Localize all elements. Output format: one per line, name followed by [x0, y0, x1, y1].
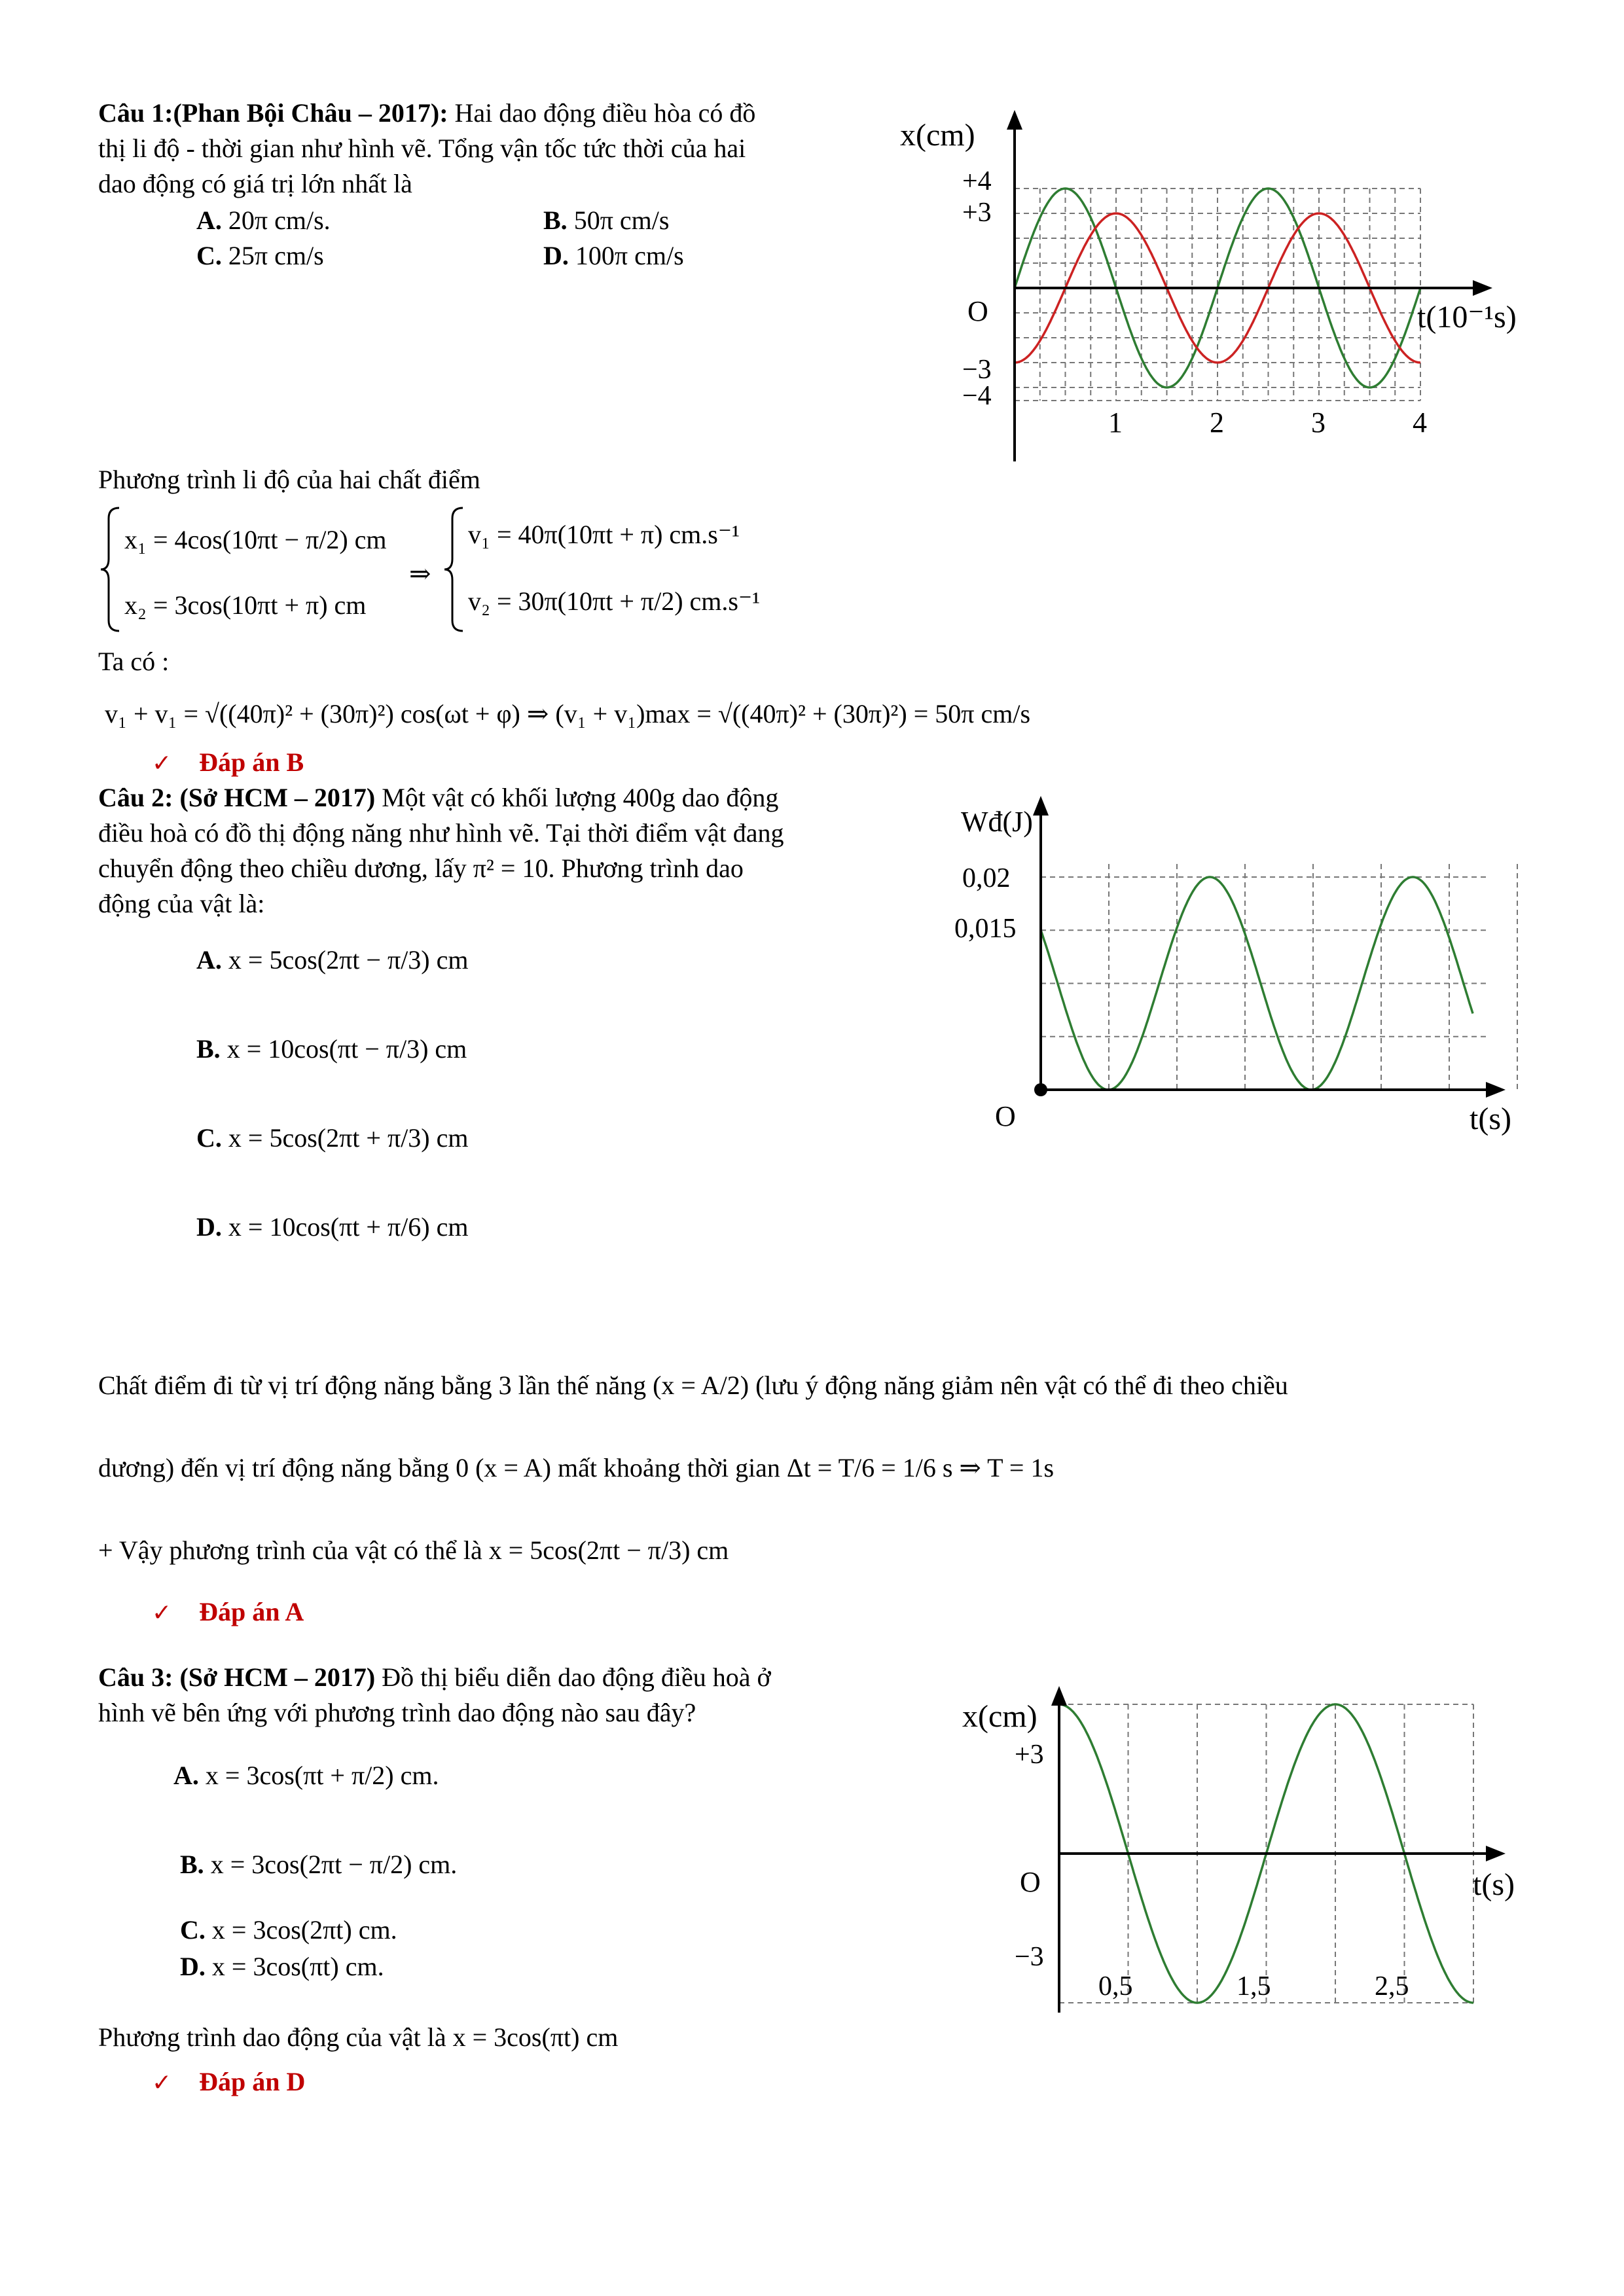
q3-label: Câu 3: [98, 1662, 173, 1692]
q2-source: (Sở HCM – 2017) [179, 783, 376, 812]
check-icon: ✓ [152, 750, 172, 777]
q1-chart-xtick: 3 [1311, 406, 1326, 439]
q1-chart-xtick: 4 [1413, 406, 1427, 439]
q3-line1: Đồ thị biểu diễn dao động điều hoà ở [382, 1662, 771, 1692]
q2-chart-ytick: 0,015 [954, 914, 1017, 944]
q2-chart-origin: O [995, 1100, 1016, 1132]
q1-answer [152, 745, 304, 781]
q2-line3: chuyển động theo chiều dương, lấy π² = 10. Phương trình dao [98, 853, 744, 883]
q3-chart-ylabel: x(cm) [962, 1699, 1038, 1734]
implies-arrow: ⇒ [409, 559, 431, 588]
q3-chart-xtick: 2,5 [1375, 1971, 1409, 2001]
q1-chart-origin: O [967, 295, 988, 327]
q3-option-d: D. x = 3cos(πt) cm. [180, 1952, 384, 1981]
q1-equation-system [98, 504, 818, 635]
q2-line4: động của vật là: [98, 889, 265, 918]
q1-option-b: B. 50π cm/s [543, 206, 670, 235]
q2-line1: Một vật có khối lượng 400g dao động [382, 783, 779, 812]
q2-answer [152, 1594, 304, 1631]
q3-sol: Phương trình dao động của vật là x = 3cos(πt) cm [98, 2022, 619, 2052]
q1-chart [890, 105, 1551, 471]
q2-heading [98, 780, 778, 816]
q1-line2: thị li độ - thời gian như hình vẽ. Tổng vận tốc tức thời của hai [98, 134, 746, 163]
q2-line2: điều hoà có đồ thị động năng như hình vẽ. Tại thời điểm vật đang [98, 818, 784, 848]
q1-line3: dao động có giá trị lớn nhất là [98, 169, 412, 198]
q3-heading [98, 1660, 771, 1695]
q1-option-d: D. 100π cm/s [543, 241, 684, 270]
q3-chart-xlabel: t(s) [1473, 1867, 1515, 1902]
q1-chart-ylabel: x(cm) [900, 118, 975, 152]
q2-chart-grid [1041, 864, 1517, 1090]
q2-answer-text: Đáp án A [199, 1597, 304, 1626]
eq-x2: x₂ = 3cos(10πt + π) cm [124, 590, 367, 620]
q1-label: Câu 1: [98, 98, 173, 128]
eq-v2: v₂ = 30π(10πt + π/2) cm.s⁻¹ [468, 586, 761, 616]
q2-label: Câu 2: [98, 783, 173, 812]
q1-sol-intro: Phương trình li độ của hai chất điểm [98, 465, 480, 494]
left-brace [442, 504, 468, 635]
check-icon: ✓ [152, 1600, 172, 1626]
q3-option-a: A. x = 3cos(πt + π/2) cm. [173, 1761, 439, 1790]
q1-chart-grid [1015, 188, 1420, 401]
q3-line2: hình vẽ bên ứng với phương trình dao động nào sau đây? [98, 1698, 696, 1727]
q1-chart-ytick: −3 [962, 355, 992, 385]
q1-chart-xtick: 1 [1108, 406, 1123, 439]
q3-answer-text: Đáp án D [199, 2067, 306, 2096]
q1-chart-xlabel: t(10⁻¹s) [1417, 300, 1517, 334]
q1-option-a: A. 20π cm/s. [196, 206, 331, 235]
q3-chart-xtick: 0,5 [1098, 1971, 1133, 2001]
q2-chart-xlabel: t(s) [1470, 1102, 1511, 1136]
q1-chart-ytick: +3 [962, 198, 992, 228]
q3-answer [152, 2064, 305, 2101]
q3-chart-origin: O [1020, 1866, 1041, 1898]
q1-source: (Phan Bội Châu – 2017): [173, 98, 448, 128]
q1-heading [98, 96, 755, 131]
q2-option-b: B. x = 10cos(πt − π/3) cm [196, 1034, 467, 1064]
q3-chart [943, 1676, 1545, 2022]
q1-chart-ytick: −4 [962, 381, 992, 411]
q2-option-a: A. x = 5cos(2πt − π/3) cm [196, 945, 469, 975]
q3-chart-xtick: 1,5 [1236, 1971, 1271, 2001]
eq-x1: x₁ = 4cos(10πt − π/2) cm [124, 525, 387, 554]
q1-chart-ytick: +4 [962, 166, 992, 196]
q2-chart [943, 785, 1545, 1152]
q1-answer-text: Đáp án B [199, 747, 304, 777]
q3-chart-ytick: +3 [1015, 1740, 1044, 1770]
left-brace [98, 504, 124, 635]
q3-option-c: C. x = 3cos(2πt) cm. [180, 1915, 397, 1945]
q1-chart-xtick: 2 [1210, 406, 1224, 439]
q2-chart-axes [1033, 796, 1506, 1098]
q2-chart-ytick: 0,02 [962, 863, 1011, 893]
q1-ta-co: Ta có : [98, 647, 170, 676]
q2-option-c: C. x = 5cos(2πt + π/3) cm [196, 1123, 469, 1153]
q2-sol1: Chất điểm đi từ vị trí động năng bằng 3 lần thế năng (x = A/2) (lưu ý động năng giảm nên vật có thể đi theo chiều [98, 1371, 1288, 1400]
q3-chart-axes [1051, 1686, 1506, 2013]
q2-sol2: dương) đến vị trí động năng bằng 0 (x = A) mất khoảng thời gian Δt = T/6 = 1/6 s ⇒ T = 1s [98, 1453, 1055, 1482]
q3-source: (Sở HCM – 2017) [179, 1662, 376, 1692]
q1-eq-sum: v₁ + v₁ = √((40π)² + (30π)²) cos(ωt + φ) ⇒ (v₁ + v₁)max = √((40π)² + (30π)²) = 50π cm/s [105, 699, 1031, 728]
q3-chart-ytick: −3 [1015, 1942, 1044, 1972]
q2-option-d: D. x = 10cos(πt + π/6) cm [196, 1212, 469, 1242]
eq-v1: v₁ = 40π(10πt + π) cm.s⁻¹ [468, 520, 740, 549]
check-icon: ✓ [152, 2070, 172, 2096]
q2-sol3: + Vậy phương trình của vật có thể là x = 5cos(2πt − π/3) cm [98, 1535, 729, 1565]
q1-line1: Hai dao động điều hòa có đồ [454, 98, 756, 128]
q1-option-c: C. 25π cm/s [196, 241, 324, 270]
q3-option-b: B. x = 3cos(2πt − π/2) cm. [180, 1850, 458, 1879]
q2-chart-ylabel: Wđ(J) [961, 806, 1033, 838]
